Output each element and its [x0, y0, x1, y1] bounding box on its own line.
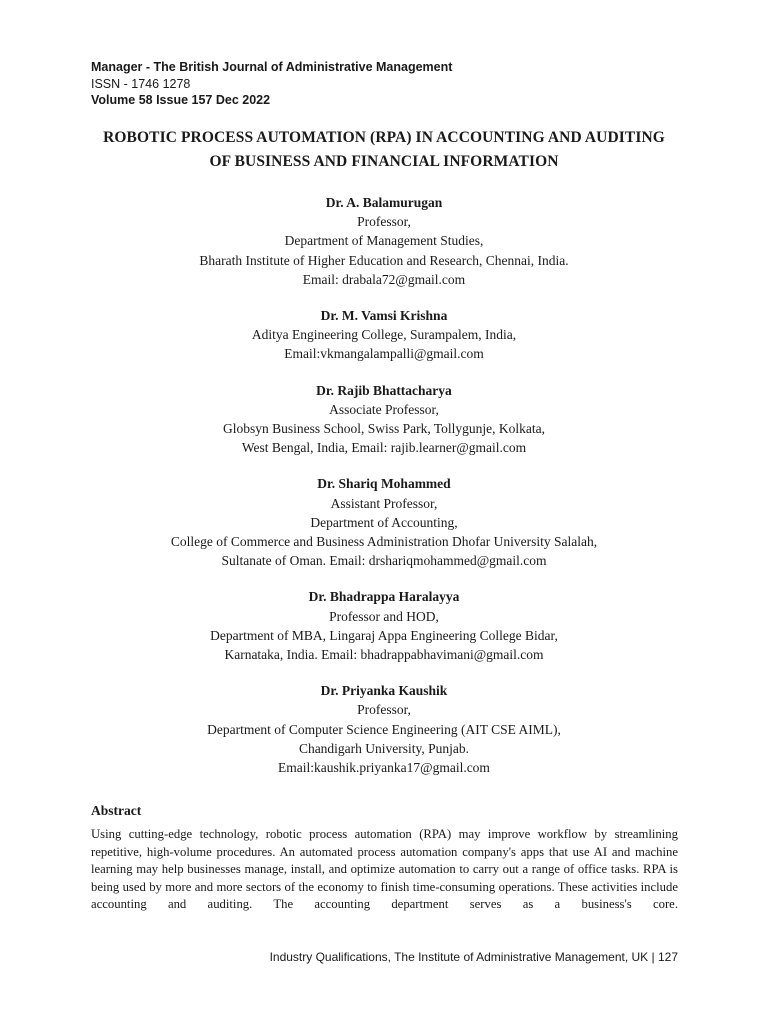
author-name: Dr. Shariq Mohammed	[317, 476, 451, 492]
author-affiliation-line: Email: drabala72@gmail.com	[302, 271, 466, 287]
author-affiliation-line: Associate Professor,	[329, 401, 439, 417]
journal-name: Manager - The British Journal of Administrative Management	[91, 60, 453, 74]
author-block	[60, 381, 708, 458]
author-affiliation-line: Aditya Engineering College, Surampalem, India,	[251, 327, 517, 343]
author-affiliation-line: Professor and HOD,	[329, 608, 439, 624]
author-name: Dr. A. Balamurugan	[325, 195, 443, 210]
journal-issn: ISSN - 1746 1278	[91, 76, 191, 91]
page-footer: Industry Qualifications, The Institute of Administrative Management, UK | 127	[269, 950, 678, 964]
journal-volume: Volume 58 Issue 157 Dec 2022	[91, 93, 271, 107]
abstract-text: Using cutting-edge technology, robotic process automation (RPA) may improve workflow by streamlining repetitive, high-volume procedures. An automated process automation company's apps that use AI and machine learning may help businesses manage, install, and optimize automation to carry out a range of office tasks. RPA is being used by more and more sectors of the economy to finish time-consuming operations. These activities include accounting and auditing. The accounting department serves as a business's core.	[91, 827, 678, 912]
author-block	[60, 681, 708, 777]
author-affiliation-line: Department of MBA, Lingaraj Appa Engineering College Bidar,	[210, 627, 558, 643]
author-block	[60, 306, 708, 364]
author-name: Dr. Priyanka Kaushik	[320, 683, 448, 699]
author-block	[60, 474, 708, 570]
author-affiliation-line: Professor,	[357, 214, 411, 230]
author-affiliation-line: Department of Management Studies,	[284, 233, 484, 249]
abstract-heading: Abstract	[91, 803, 142, 818]
author-name: Dr. Bhadrappa Haralayya	[308, 589, 460, 605]
author-affiliation-line: Globsyn Business School, Swiss Park, Tollygunje, Kolkata,	[222, 421, 546, 437]
author-affiliation-line: West Bengal, India, Email: rajib.learner@gmail.com	[241, 440, 527, 456]
author-affiliation-line: Chandigarh University, Punjab.	[298, 740, 470, 756]
author-affiliation-line: Department of Computer Science Engineering (AIT CSE AIML),	[207, 721, 561, 737]
title-line-2: OF BUSINESS AND FINANCIAL INFORMATION	[209, 153, 559, 170]
author-affiliation-line: Karnataka, India. Email: bhadrappabhavimani@gmail.com	[224, 647, 544, 663]
author-name: Dr. Rajib Bhattacharya	[316, 382, 452, 398]
title-line-1: ROBOTIC PROCESS AUTOMATION (RPA) IN ACCOUNTING AND AUDITING	[103, 129, 665, 146]
author-affiliation-line: Sultanate of Oman. Email: drshariqmohammed@gmail.com	[221, 553, 547, 569]
author-list	[60, 193, 708, 794]
author-affiliation-line: Professor,	[357, 702, 411, 718]
author-affiliation-line: Bharath Institute of Higher Education and Research, Chennai, India.	[199, 252, 569, 268]
author-name: Dr. M. Vamsi Krishna	[320, 308, 448, 324]
paper-title	[60, 126, 708, 174]
author-block	[60, 193, 708, 289]
author-affiliation-line: Email:vkmangalampalli@gmail.com	[284, 346, 484, 362]
author-affiliation-line: College of Commerce and Business Administration Dhofar University Salalah,	[170, 534, 598, 550]
journal-header	[91, 59, 452, 109]
author-affiliation-line: Assistant Professor,	[330, 495, 438, 511]
author-block	[60, 587, 708, 664]
author-affiliation-line: Email:kaushik.priyanka17@gmail.com	[278, 760, 490, 776]
author-affiliation-line: Department of Accounting,	[310, 514, 458, 530]
